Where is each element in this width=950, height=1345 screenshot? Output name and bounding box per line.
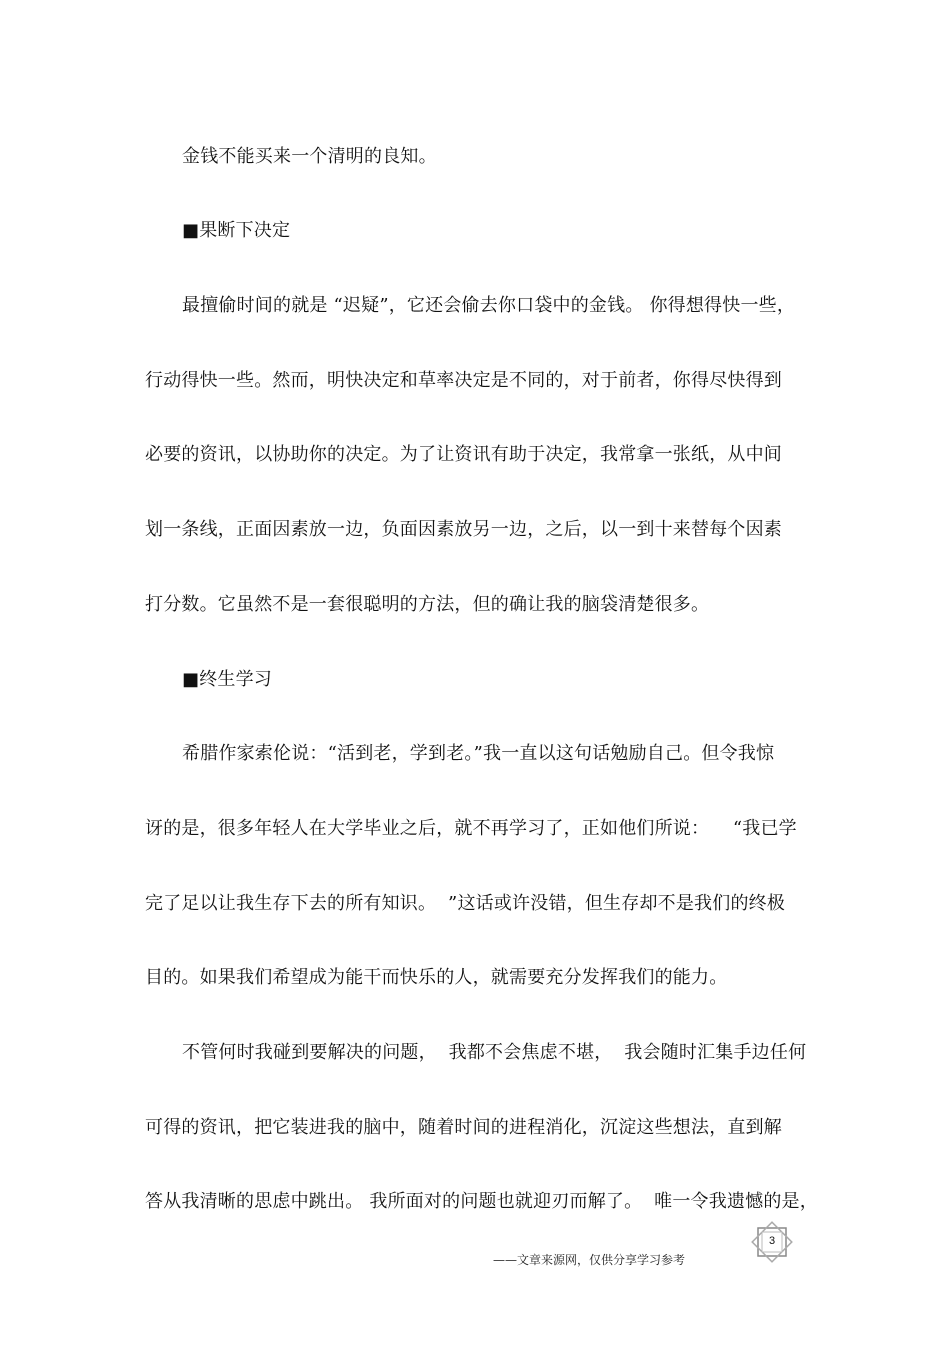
section-heading: ■果断下决定 xyxy=(182,220,291,241)
page-number-badge xyxy=(748,1218,796,1266)
paragraph-line: 答从我清晰的思虑中跳出。 我所面对的问题也就迎刃而解了。 唯一令我遗憾的是， xyxy=(145,1191,818,1212)
paragraph-line: 划一条线，正面因素放一边，负面因素放另一边，之后，以一到十来替每个因素 xyxy=(145,519,782,540)
section-heading: ■终生学习 xyxy=(182,669,273,690)
paragraph-line: 行动得快一些。然而，明快决定和草率决定是不同的，对于前者，你得尽快得到 xyxy=(145,370,782,391)
paragraph-line: 必要的资讯，以协助你的决定。为了让资讯有助于决定，我常拿一张纸，从中间 xyxy=(145,444,782,465)
paragraph-line: 不管何时我碰到要解决的问题， 我都不会焦虑不堪， 我会随时汇集手边任何 xyxy=(182,1042,807,1063)
paragraph-line: 打分数。它虽然不是一套很聪明的方法，但的确让我的脑袋清楚很多。 xyxy=(145,594,710,615)
paragraph-line: 目的。如果我们希望成为能干而快乐的人，就需要充分发挥我们的能力。 xyxy=(145,967,728,988)
paragraph-line: 金钱不能买来一个清明的良知。 xyxy=(182,146,437,167)
paragraph-line: 可得的资讯，把它装进我的脑中，随着时间的进程消化，沉淀这些想法，直到解 xyxy=(145,1117,782,1138)
page-number: 3 xyxy=(768,1235,776,1247)
paragraph-line: 完了足以让我生存下去的所有知识。 ”这话或许没错，但生存却不是我们的终极 xyxy=(145,893,786,914)
paragraph-line: 讶的是，很多年轻人在大学毕业之后，就不再学习了，正如他们所说： “我已学 xyxy=(145,818,797,839)
paragraph-line: 最擅偷时间的就是 “迟疑”，它还会偷去你口袋中的金钱。 你得想得快一些， xyxy=(182,295,796,316)
paragraph-line: 希腊作家索伦说：“活到老，学到老。”我一直以这句话勉励自己。但令我惊 xyxy=(182,743,775,764)
footer-source-text: ——文章来源网，仅供分享学习参考 xyxy=(493,1253,686,1267)
